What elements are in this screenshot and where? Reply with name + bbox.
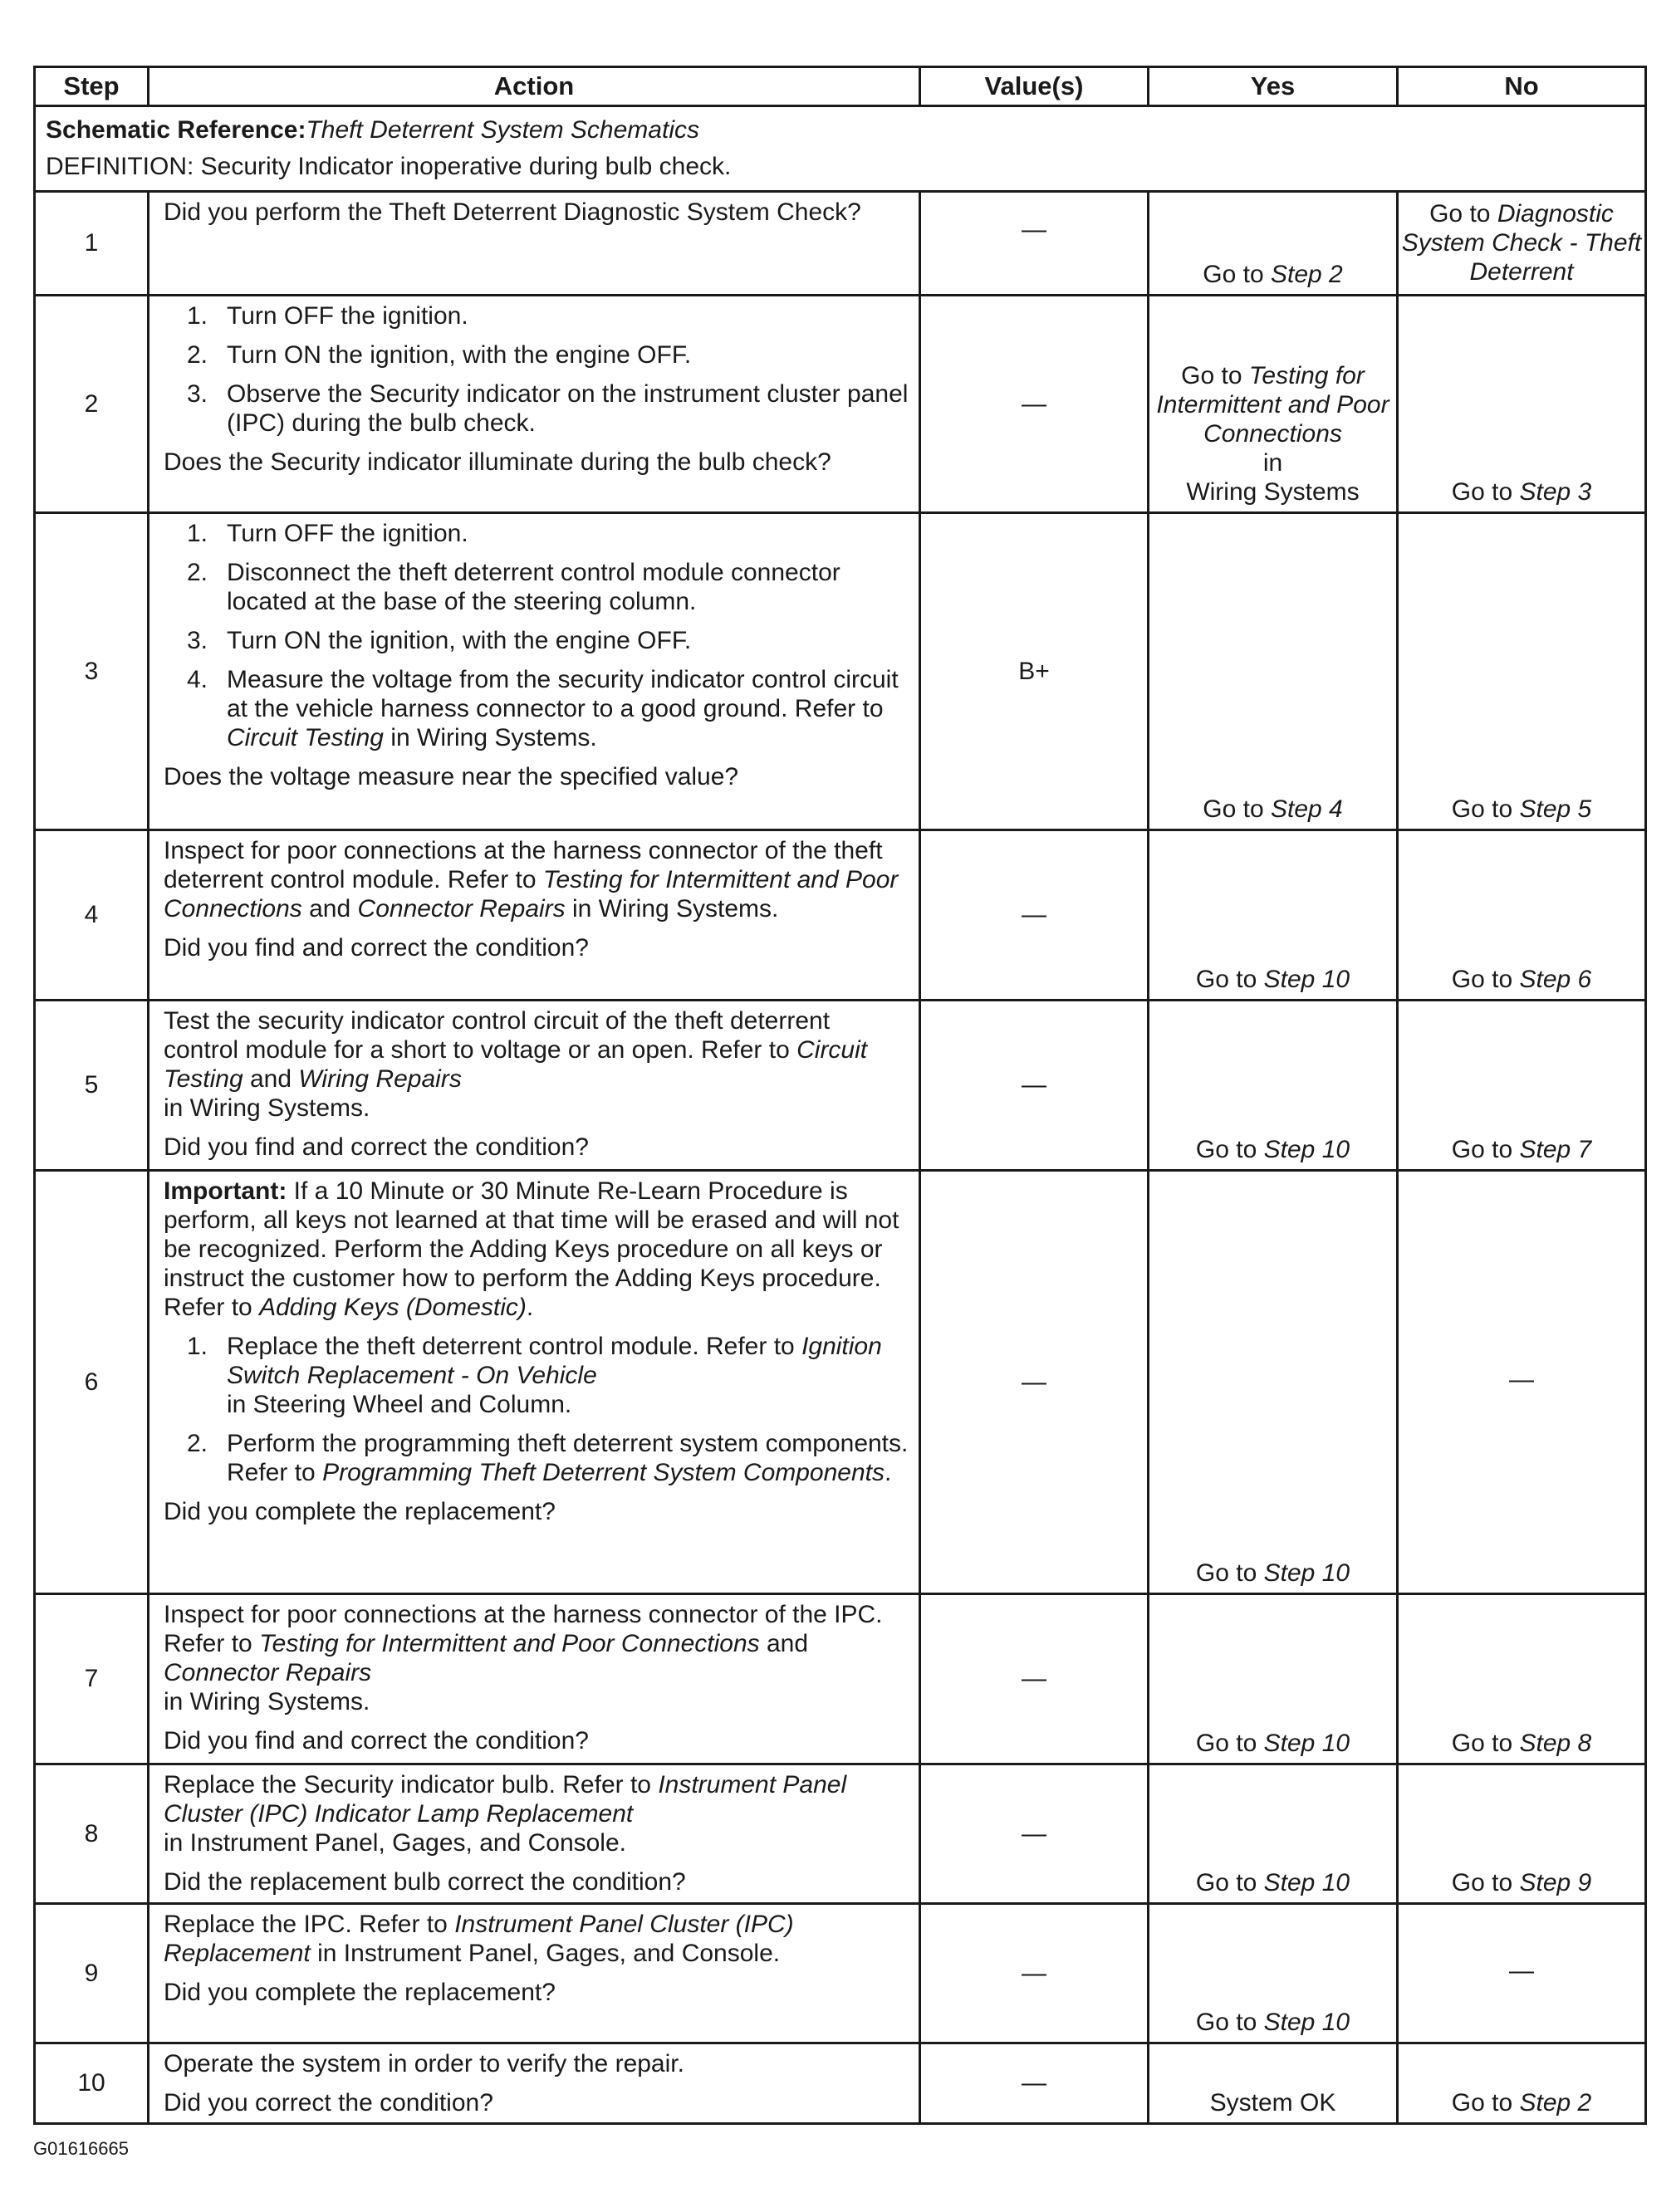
go-to-label: Go to: [1181, 362, 1242, 389]
yes-cell: [1149, 1171, 1398, 1594]
go-to-label: Go to: [1195, 2009, 1257, 2036]
value-cell: [920, 1764, 1149, 1904]
go-to-label: Go to: [1451, 478, 1513, 506]
go-to-label: Go to: [1451, 1730, 1513, 1757]
value-cell: [920, 830, 1149, 1001]
yes-cell: [1149, 1904, 1398, 2043]
value-text: —: [1022, 1959, 1046, 1987]
action-cell: [149, 1171, 920, 1594]
value-cell: [920, 192, 1149, 296]
go-to-label: Go to: [1195, 1869, 1257, 1896]
step-link[interactable]: Step 10: [1263, 966, 1350, 993]
step-link[interactable]: Step 10: [1263, 1136, 1350, 1163]
step-link[interactable]: Step 8: [1519, 1730, 1592, 1757]
step-link[interactable]: Diagnostic System Check - Theft Deterrent: [1401, 200, 1642, 286]
reference-link[interactable]: Connector Repairs: [357, 895, 566, 922]
step-link[interactable]: Step 9: [1519, 1869, 1592, 1896]
reference-link[interactable]: Wiring Repairs: [298, 1065, 462, 1093]
important-label: Important:: [164, 1177, 287, 1205]
schematic-link[interactable]: Theft Deterrent System Schematics: [306, 116, 699, 144]
step-number: 4: [35, 830, 149, 1001]
no-cell: [1398, 192, 1646, 296]
action-cell: [149, 1904, 920, 2043]
instruction-list: [164, 301, 910, 438]
step-link[interactable]: Step 10: [1263, 1869, 1350, 1896]
list-item: 1. Replace the theft deterrent control module. Refer to Ignition Switch Replacement - On Vehicle in Steering Wheel and Column.: [187, 1333, 882, 1418]
no-cell: [1398, 1764, 1646, 1904]
reference-link[interactable]: Ignition Switch Replacement - On Vehicle: [227, 1333, 882, 1389]
value-text: —: [1022, 2069, 1046, 2097]
yes-cell: [1149, 296, 1398, 513]
list-item: 2. Turn ON the ignition, with the engine OFF.: [187, 341, 692, 369]
instruction-list: [164, 519, 910, 752]
table-row: [35, 1001, 1646, 1171]
step-link[interactable]: Step 7: [1519, 1136, 1592, 1163]
instruction: Replace the IPC. Refer to Instrument Panel Cluster (IPC) Replacement in Instrument Panel, Gages, and Console.: [164, 1911, 794, 1967]
step-link[interactable]: Step 4: [1270, 795, 1343, 823]
yes-cell: [1149, 1594, 1398, 1764]
list-item: 3. Turn ON the ignition, with the engine OFF.: [187, 627, 692, 654]
table-row: [35, 513, 1646, 830]
step-link[interactable]: Step 10: [1263, 1559, 1350, 1587]
question: Did you correct the condition?: [164, 2089, 493, 2117]
value-text: —: [1022, 1071, 1046, 1099]
value-text: —: [1022, 1665, 1046, 1692]
go-to-label: Go to: [1195, 1136, 1257, 1163]
value-text: —: [1022, 1819, 1046, 1847]
action-cell: [149, 830, 920, 1001]
table-row: [35, 1594, 1646, 1764]
value-cell: [920, 513, 1149, 830]
reference-cell: [35, 106, 1646, 192]
go-to-label: Go to: [1195, 1730, 1257, 1757]
system-label: Wiring Systems: [1186, 478, 1360, 506]
question: Does the Security indicator illuminate during the bulb check?: [164, 448, 831, 476]
go-to-label: Go to: [1451, 966, 1513, 993]
instruction-list: [164, 1332, 910, 1487]
step-number: 2: [35, 296, 149, 513]
value-cell: [920, 1904, 1149, 2043]
in-label: in: [1262, 449, 1283, 477]
header-yes: Yes: [1149, 67, 1398, 106]
diagnostic-table: [33, 66, 1647, 2125]
step-number: 1: [35, 192, 149, 296]
reference-link[interactable]: Testing for Intermittent and Poor Connections: [259, 1630, 760, 1657]
question: Does the voltage measure near the specified value?: [164, 763, 739, 790]
question: Did you complete the replacement?: [164, 1979, 556, 2006]
question: Did the replacement bulb correct the condition?: [164, 1868, 686, 1896]
no-cell: [1398, 1594, 1646, 1764]
action-cell: [149, 2043, 920, 2124]
yes-cell: [1149, 830, 1398, 1001]
go-to-label: Go to: [1195, 966, 1257, 993]
step-link[interactable]: Step 10: [1263, 2009, 1350, 2036]
value-text: —: [1022, 1368, 1046, 1396]
reference-link[interactable]: Adding Keys (Domestic): [259, 1294, 527, 1321]
go-to-label: Go to: [1203, 795, 1264, 823]
header-action: Action: [149, 67, 920, 106]
step-link[interactable]: Step 2: [1270, 261, 1343, 288]
list-item: 1. Turn OFF the ignition.: [187, 520, 468, 547]
step-number: 8: [35, 1764, 149, 1904]
reference-row: [35, 106, 1646, 192]
header-row: [35, 67, 1646, 106]
value-cell: [920, 1171, 1149, 1594]
no-cell: [1398, 296, 1646, 513]
yes-cell: [1149, 513, 1398, 830]
table-row: [35, 296, 1646, 513]
go-to-label: Go to: [1203, 261, 1264, 288]
reference-link[interactable]: Circuit Testing: [227, 724, 384, 751]
step-link[interactable]: Step 3: [1519, 478, 1592, 506]
action-cell: [149, 1594, 920, 1764]
step-number: 5: [35, 1001, 149, 1171]
table-row: [35, 1171, 1646, 1594]
yes-cell: [1149, 2043, 1398, 2124]
header-no: No: [1398, 67, 1646, 106]
figure-code: G01616665: [33, 2138, 129, 2159]
reference-link[interactable]: Instrument Panel Cluster (IPC) Indicator Lamp Replacement: [164, 1771, 847, 1828]
go-to-label: Go to: [1195, 1559, 1257, 1587]
reference-link[interactable]: Circuit Testing: [164, 1036, 868, 1093]
list-item: 2. Disconnect the theft deterrent control module connector located at the base of the steering column.: [187, 559, 840, 615]
step-link[interactable]: Step 2: [1519, 2089, 1592, 2117]
action-cell: [149, 1764, 920, 1904]
question: Did you find and correct the condition?: [164, 934, 589, 962]
table-row: [35, 1904, 1646, 2043]
step-number: 6: [35, 1171, 149, 1594]
reference-link[interactable]: Programming Theft Deterrent System Components: [322, 1459, 885, 1486]
instruction: Inspect for poor connections at the harness connector of the IPC. Refer to Testing for Intermittent and Poor Connections and Connector Repairs in Wiring Systems.: [164, 1601, 883, 1715]
go-to-label: Go to: [1451, 795, 1513, 823]
table-row: [35, 1764, 1646, 1904]
reference-link[interactable]: Testing for Intermittent and Poor Connections: [164, 866, 899, 922]
important-note: Important: If a 10 Minute or 30 Minute Re-Learn Procedure is perform, all keys not learned at that time will be erased and will not be recognized. Perform the Adding Keys procedure on all keys or instruct the customer how to perform the Adding Keys procedure. Refer to Adding Keys (Domestic).: [164, 1177, 899, 1321]
action-cell: [149, 513, 920, 830]
question: Did you complete the replacement?: [164, 1498, 556, 1525]
header-values: Value(s): [920, 67, 1149, 106]
no-dash: —: [1509, 1957, 1534, 1984]
no-cell: [1398, 1001, 1646, 1171]
value-cell: [920, 1594, 1149, 1764]
step-number: 7: [35, 1594, 149, 1764]
value-cell: [920, 2043, 1149, 2124]
value-text: —: [1022, 216, 1046, 243]
instruction: Operate the system in order to verify the repair.: [164, 2050, 684, 2077]
question: Did you find and correct the condition?: [164, 1727, 589, 1754]
no-cell: [1398, 1171, 1646, 1594]
value-text: —: [1022, 901, 1046, 928]
step-link[interactable]: Step 5: [1519, 795, 1592, 823]
table-row: [35, 2043, 1646, 2124]
no-cell: [1398, 513, 1646, 830]
instruction: Test the security indicator control circuit of the theft deterrent control module for a short to voltage or an open. Refer to Circuit Testing and Wiring Repairs in Wiring Systems.: [164, 1007, 868, 1122]
list-item: 1. Turn OFF the ignition.: [187, 302, 468, 330]
yes-cell: [1149, 1001, 1398, 1171]
no-cell: [1398, 2043, 1646, 2124]
header-step: Step: [35, 67, 149, 106]
system-ok: System OK: [1209, 2089, 1336, 2117]
yes-cell: [1149, 192, 1398, 296]
instruction: Replace the Security indicator bulb. Refer to Instrument Panel Cluster (IPC) Indicator Lamp Replacement in Instrument Panel, Gages, and Console.: [164, 1771, 847, 1857]
value-text: B+: [1018, 657, 1050, 685]
list-item: 3. Observe the Security indicator on the instrument cluster panel (IPC) during the bulb check.: [187, 380, 909, 437]
no-cell: [1398, 1904, 1646, 2043]
list-item: 2. Perform the programming theft deterrent system components. Refer to Programming Theft Deterrent System Components.: [187, 1430, 909, 1486]
instruction: Inspect for poor connections at the harness connector of the theft deterrent control module. Refer to Testing for Intermittent and Poor Connections and Connector Repairs in Wiring Systems.: [164, 837, 899, 922]
table-row: [35, 830, 1646, 1001]
table-row: [35, 192, 1646, 296]
step-number: 9: [35, 1904, 149, 2043]
step-link[interactable]: Step 10: [1263, 1730, 1350, 1757]
action-cell: [149, 296, 920, 513]
no-cell: [1398, 830, 1646, 1001]
go-to-label: Go to: [1451, 1869, 1513, 1896]
step-number: 10: [35, 2043, 149, 2124]
value-text: —: [1022, 389, 1046, 418]
reference-link[interactable]: Connector Repairs: [164, 1659, 372, 1686]
question: Did you perform the Theft Deterrent Diagnostic System Check?: [164, 198, 861, 226]
no-dash: —: [1509, 1366, 1534, 1393]
value-cell: [920, 296, 1149, 513]
schematic-label: Schematic Reference:: [46, 116, 306, 144]
reference-link[interactable]: Instrument Panel Cluster (IPC) Replacement: [164, 1911, 794, 1967]
go-to-label: Go to: [1451, 2089, 1513, 2117]
value-cell: [920, 1001, 1149, 1171]
action-cell: [149, 1001, 920, 1171]
go-to-label: Go to: [1451, 1136, 1513, 1163]
step-number: 3: [35, 513, 149, 830]
go-to-label: Go to: [1429, 200, 1491, 228]
step-link[interactable]: Testing for Intermittent and Poor Connections: [1156, 362, 1389, 448]
list-item: 4. Measure the voltage from the security indicator control circuit at the vehicle harness connector to a good ground. Refer to Circuit Testing in Wiring Systems.: [187, 666, 899, 751]
schematic-reference: [46, 112, 1634, 149]
step-link[interactable]: Step 6: [1519, 966, 1592, 993]
definition: DEFINITION: Security Indicator inoperative during bulb check.: [46, 153, 732, 180]
action-cell: [149, 192, 920, 296]
yes-cell: [1149, 1764, 1398, 1904]
question: Did you find and correct the condition?: [164, 1133, 589, 1161]
